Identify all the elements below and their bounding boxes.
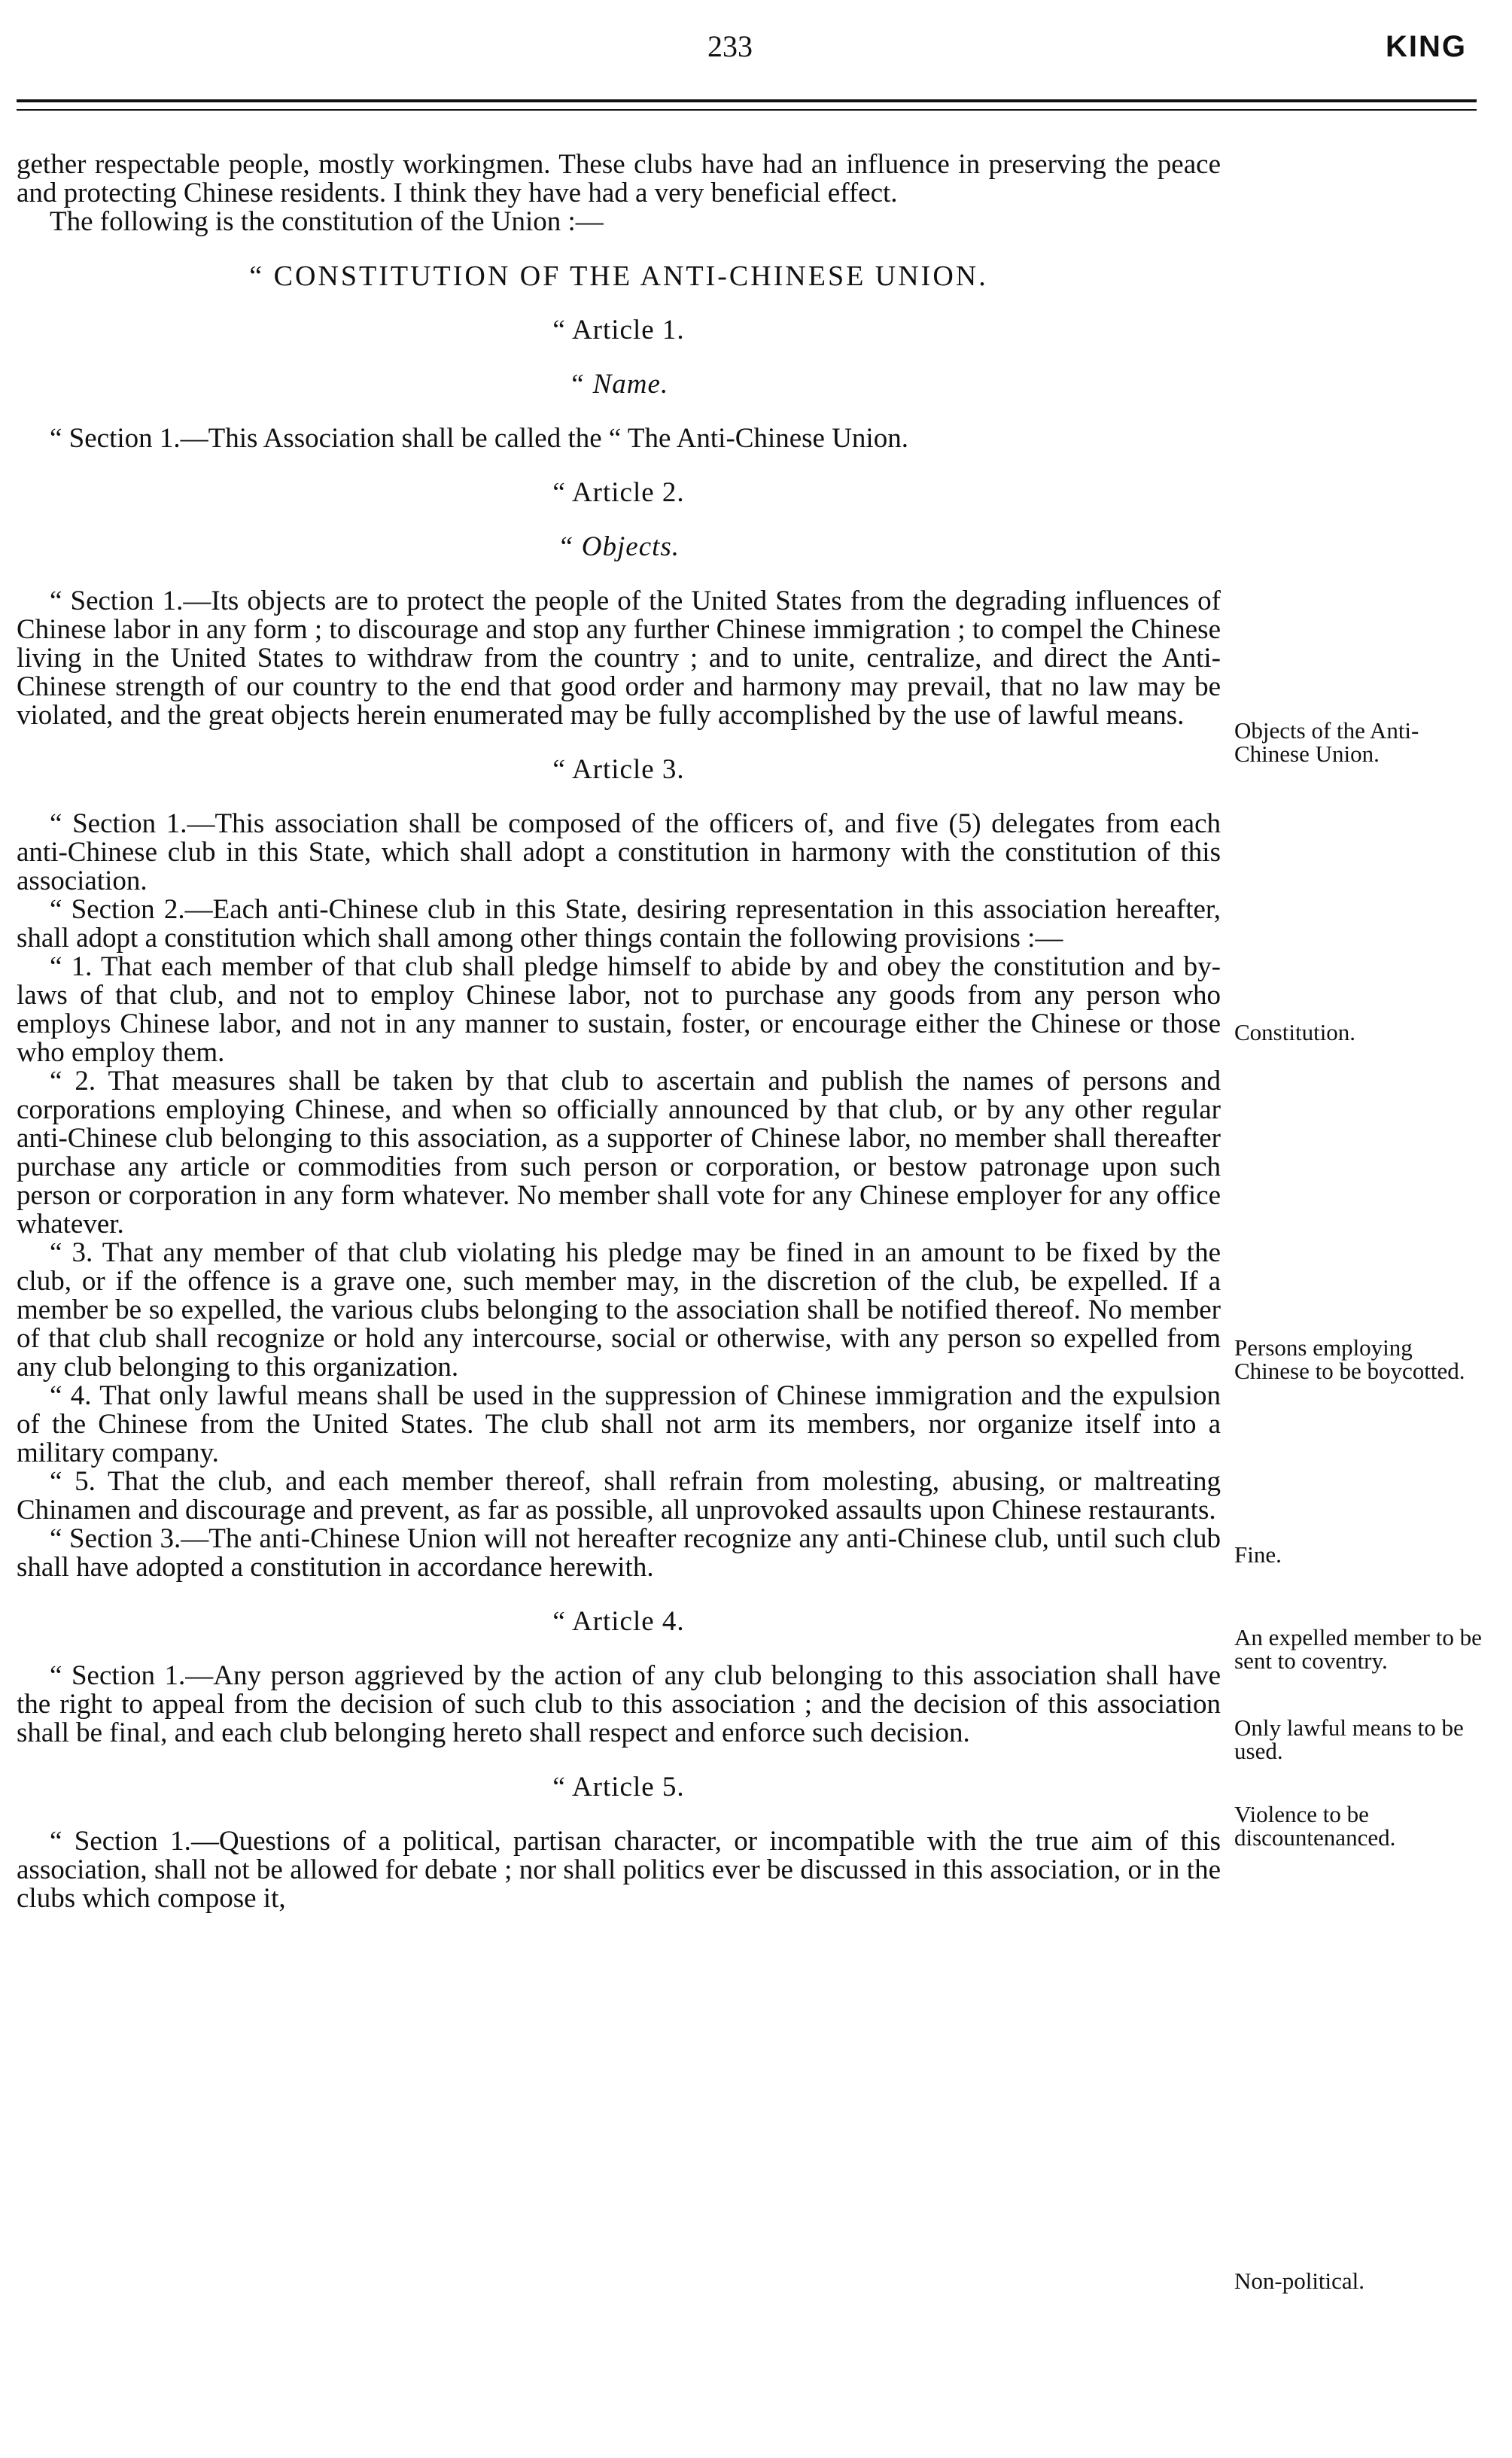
- provision-3: “ 3. That any member of that club violating his pledge may be fined in an amount to be fixed by the club, or if the offence is a grave one, such member may, in the discretion of the club, be expelled. If a member be so expelled, the various clubs belonging to the association shall be notified thereof. No member of that club shall recognize or hold any intercourse, social or otherwise, with any person so expelled from any club belonging to this organization.: [17, 1237, 1221, 1383]
- article-5-section-1: “ Section 1.—Questions of a political, partisan character, or incompatible with the true aim of this association, shall not be allowed for debate ; nor shall politics ever be discussed in this association, or in the clubs which compose it,: [17, 1826, 1221, 1914]
- article-3-section-3: “ Section 3.—The anti-Chinese Union will not hereafter recognize any anti-Chinese club, until such club shall have adopted a constitution in accordance herewith.: [17, 1523, 1221, 1583]
- constitution-title: “ CONSTITUTION OF THE ANTI-CHINESE UNION.: [249, 260, 988, 292]
- margin-note-expelled: An expelled member to be sent to coventry.: [1234, 1624, 1482, 1674]
- provision-5: “ 5. That the club, and each member thereof, shall refrain from molesting, abusing, or maltreating Chinamen and discourage and prevent, as far as possible, all unprovoked assaults upon Chinese restaurants.: [17, 1466, 1221, 1526]
- margin-note-lawful: Only lawful means to be used.: [1234, 1714, 1464, 1764]
- article-2-section-1: “ Section 1.—Its objects are to protect the people of the United States from the degrading influences of Chinese labor in any form ; to discourage and stop any further Chinese immigration ; to compel the Chinese living in the United States to withdraw from the country ; and to unite, centralize, and direct the Anti-Chinese strength of our country to the end that good order and harmony may prevail, that no law may be violated, and the great objects herein enumerated may be fully accomplished by the use of lawful means.: [17, 586, 1221, 731]
- article-3-section-2: “ Section 2.—Each anti-Chinese club in this State, desiring representation in this association hereafter, shall adopt a constitution which shall among other things contain the following provisions :—: [17, 894, 1221, 954]
- paragraph-following: The following is the constitution of the Union :—: [50, 206, 604, 237]
- article-4-heading: “ Article 4.: [552, 1606, 685, 1637]
- article-3-section-1: “ Section 1.—This association shall be composed of the officers of, and five (5) delegates from each anti-Chinese club in this State, which shall adopt a constitution in harmony with the constitution of this association.: [17, 808, 1221, 896]
- article-5-heading: “ Article 5.: [552, 1772, 685, 1802]
- name-heading: “ Name.: [568, 369, 669, 400]
- margin-note-objects: Objects of the Anti-Chinese Union.: [1234, 717, 1419, 767]
- header-rule: [17, 99, 1477, 102]
- paragraph-intro: gether respectable people, mostly workingmen. These clubs have had an influence in preserving the peace and protecting Chinese residents. I think they have had a very beneficial effect.: [17, 149, 1221, 208]
- article-3-heading: “ Article 3.: [552, 754, 685, 785]
- margin-note-violence: Violence to be discountenanced.: [1234, 1801, 1396, 1851]
- running-head: KING: [1386, 30, 1467, 63]
- provision-1: “ 1. That each member of that club shall pledge himself to abide by and obey the constitution and by-laws of that club, and not to employ Chinese labor, not to purchase any goods from any person who employs Chinese labor, and not in any manner to sustain, foster, or encourage either the Chinese or those who employ them.: [17, 951, 1221, 1068]
- body-text: [17, 151, 1221, 1913]
- margin-note-nonpolitical: Non-political.: [1234, 2268, 1365, 2294]
- objects-heading: “ Objects.: [557, 531, 680, 562]
- header-rule-thin: [17, 109, 1477, 111]
- provision-2: “ 2. That measures shall be taken by that club to ascertain and publish the names of persons and corporations employing Chinese, and when so officially announced by that club, or by any other regular anti-Chinese club belonging to this association, as a supporter of Chinese labor, no member shall thereafter purchase any article or commodities from such person or corporation, or bestow patronage upon such person or corporation in any form whatever. No member shall vote for any Chinese employer for any office whatever.: [17, 1066, 1221, 1240]
- margin-note-boycott: Persons employing Chinese to be boycotted.: [1234, 1334, 1465, 1384]
- provision-4: “ 4. That only lawful means shall be used in the suppression of Chinese immigration and the expulsion of the Chinese from the United States. The club shall not arm its members, nor organize itself into a military company.: [17, 1380, 1221, 1468]
- article-2-heading: “ Article 2.: [552, 477, 685, 508]
- article-4-section-1: “ Section 1.—Any person aggrieved by the action of any club belonging to this association shall have the right to appeal from the decision of such club to this association ; and the decision of this association shall be final, and each club belonging hereto shall respect and enforce such decision.: [17, 1660, 1221, 1748]
- article-1-heading: “ Article 1.: [552, 315, 685, 345]
- margin-note-fine: Fine.: [1234, 1541, 1282, 1568]
- page-number: 233: [707, 29, 753, 63]
- margin-note-constitution: Constitution.: [1234, 1019, 1356, 1045]
- article-1-section-1: “ Section 1.—This Association shall be called the “ The Anti-Chinese Union.: [50, 423, 908, 454]
